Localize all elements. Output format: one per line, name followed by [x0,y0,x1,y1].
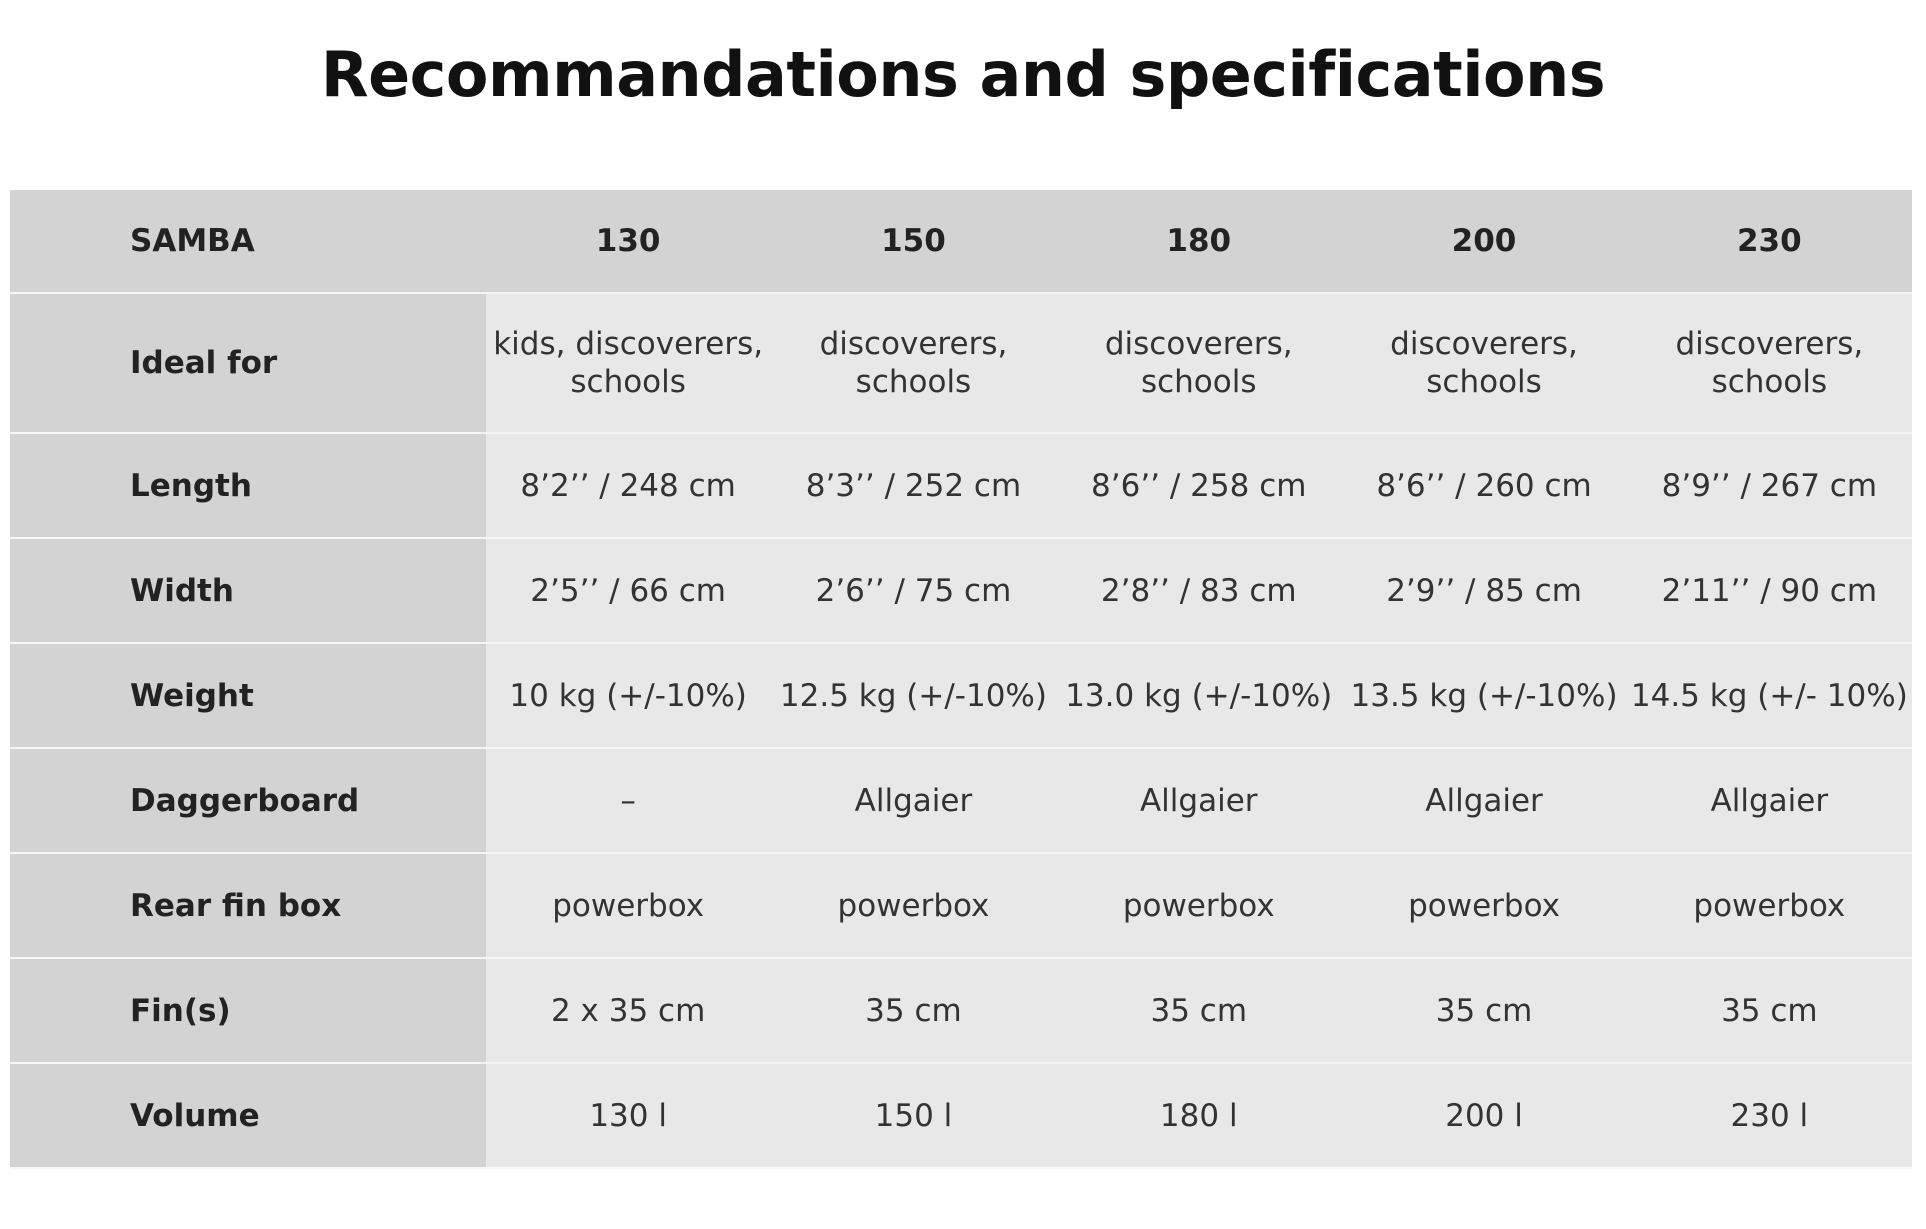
table-cell: discoverers, schools [1627,293,1912,433]
table-cell: powerbox [771,853,1056,958]
table-cell: discoverers, schools [1341,293,1626,433]
table-cell: 8’6’’ / 260 cm [1341,433,1626,538]
table-cell: 2’11’’ / 90 cm [1627,538,1912,643]
table-cell: 150 l [771,1063,1056,1168]
corner-label: SAMBA [10,190,486,293]
table-cell: – [486,748,771,853]
table-cell: 8’3’’ / 252 cm [771,433,1056,538]
specifications-table [10,190,1912,1169]
row-label: Volume [10,1063,486,1168]
table-cell: 8’2’’ / 248 cm [486,433,771,538]
table-cell: kids, discoverers, schools [486,293,771,433]
table-cell: discoverers, schools [771,293,1056,433]
row-label: Fin(s) [10,958,486,1063]
table-cell: 180 l [1056,1063,1341,1168]
table-cell: 2’8’’ / 83 cm [1056,538,1341,643]
table-cell: powerbox [1341,853,1626,958]
table-cell: powerbox [1627,853,1912,958]
row-label: Daggerboard [10,748,486,853]
table-header-row [10,190,1912,293]
table-cell: Allgaier [1341,748,1626,853]
table-cell: powerbox [1056,853,1341,958]
table-cell: Allgaier [771,748,1056,853]
table-cell: 13.0 kg (+/-10%) [1056,643,1341,748]
row-label: Weight [10,643,486,748]
table-row [10,433,1912,538]
table-cell: 130 l [486,1063,771,1168]
table-row [10,643,1912,748]
page-title: Recommandations and specifications [320,38,1606,111]
table-cell: 12.5 kg (+/-10%) [771,643,1056,748]
table-cell: 230 l [1627,1063,1912,1168]
table-row [10,1063,1912,1168]
table-row [10,853,1912,958]
model-header: 200 [1341,190,1626,293]
table-cell: 2’5’’ / 66 cm [486,538,771,643]
table-cell: 35 cm [1056,958,1341,1063]
row-label: Rear fin box [10,853,486,958]
table-row [10,293,1912,433]
row-label: Ideal for [10,293,486,433]
model-header: 150 [771,190,1056,293]
table-cell: 2 x 35 cm [486,958,771,1063]
table-cell: Allgaier [1627,748,1912,853]
model-header: 230 [1627,190,1912,293]
model-header: 180 [1056,190,1341,293]
table-cell: 35 cm [1627,958,1912,1063]
row-label: Width [10,538,486,643]
table-cell: 8’9’’ / 267 cm [1627,433,1912,538]
table-cell: Allgaier [1056,748,1341,853]
table-cell: discoverers, schools [1056,293,1341,433]
table-cell: 35 cm [1341,958,1626,1063]
table-cell: 2’9’’ / 85 cm [1341,538,1626,643]
row-label: Length [10,433,486,538]
table-cell: 2’6’’ / 75 cm [771,538,1056,643]
table-cell: 8’6’’ / 258 cm [1056,433,1341,538]
table-row [10,748,1912,853]
table-cell: 35 cm [771,958,1056,1063]
table-row [10,538,1912,643]
table-cell: powerbox [486,853,771,958]
table-cell: 200 l [1341,1063,1626,1168]
table-row [10,958,1912,1063]
table-cell: 14.5 kg (+/- 10%) [1627,643,1912,748]
model-header: 130 [486,190,771,293]
table-cell: 10 kg (+/-10%) [486,643,771,748]
table-cell: 13.5 kg (+/-10%) [1341,643,1626,748]
